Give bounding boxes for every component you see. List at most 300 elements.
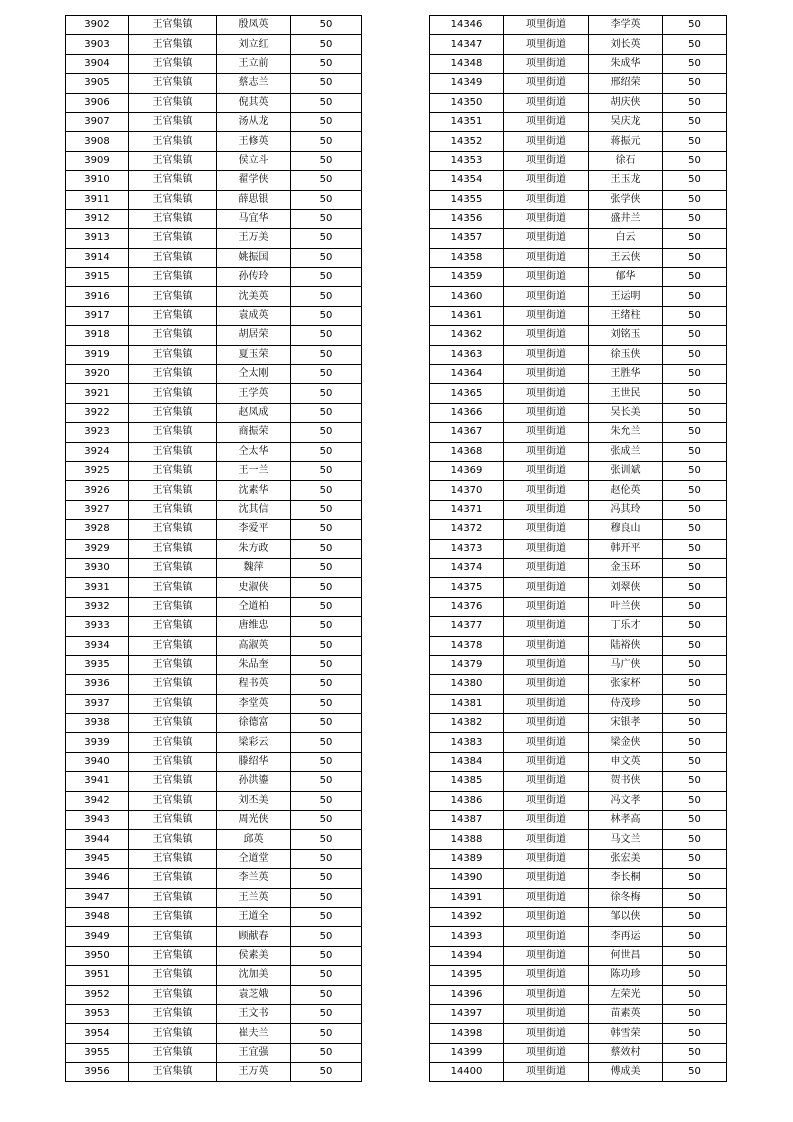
table-row <box>430 442 727 461</box>
table-row <box>430 229 727 248</box>
cell-serial-number: 3934 <box>66 636 129 655</box>
cell-amount: 50 <box>291 54 362 73</box>
cell-town: 王官集镇 <box>129 558 217 577</box>
cell-amount: 50 <box>663 636 727 655</box>
cell-amount: 50 <box>291 869 362 888</box>
cell-serial-number: 3926 <box>66 481 129 500</box>
cell-person-name: 顾献春 <box>217 927 291 946</box>
cell-town: 项里街道 <box>504 1024 589 1043</box>
table-row <box>430 985 727 1004</box>
cell-town: 项里街道 <box>504 151 589 170</box>
cell-amount: 50 <box>663 54 727 73</box>
cell-serial-number: 3927 <box>66 500 129 519</box>
cell-person-name: 傅成美 <box>589 1063 663 1082</box>
cell-serial-number: 14365 <box>430 384 504 403</box>
table-row <box>430 268 727 287</box>
cell-person-name: 蒋振元 <box>589 132 663 151</box>
cell-person-name: 刘铭玉 <box>589 326 663 345</box>
cell-person-name: 赵凤成 <box>217 403 291 422</box>
cell-town: 项里街道 <box>504 714 589 733</box>
table-row <box>430 675 727 694</box>
cell-amount: 50 <box>663 888 727 907</box>
cell-person-name: 叶兰侠 <box>589 597 663 616</box>
cell-person-name: 吴庆龙 <box>589 112 663 131</box>
table-row <box>66 849 362 868</box>
table-row <box>66 675 362 694</box>
cell-amount: 50 <box>663 74 727 93</box>
cell-person-name: 丁乐才 <box>589 617 663 636</box>
cell-person-name: 徐德富 <box>217 714 291 733</box>
cell-serial-number: 3942 <box>66 791 129 810</box>
cell-amount: 50 <box>663 287 727 306</box>
cell-person-name: 邢绍荣 <box>589 74 663 93</box>
table-row <box>66 539 362 558</box>
table-row <box>430 636 727 655</box>
cell-town: 王官集镇 <box>129 171 217 190</box>
cell-person-name: 贺书侠 <box>589 772 663 791</box>
cell-serial-number: 3956 <box>66 1063 129 1082</box>
cell-town: 王官集镇 <box>129 93 217 112</box>
cell-serial-number: 14356 <box>430 209 504 228</box>
cell-town: 王官集镇 <box>129 675 217 694</box>
cell-serial-number: 3952 <box>66 985 129 1004</box>
cell-town: 王官集镇 <box>129 694 217 713</box>
table-row <box>66 326 362 345</box>
cell-person-name: 王兰英 <box>217 888 291 907</box>
cell-amount: 50 <box>663 268 727 287</box>
cell-amount: 50 <box>663 694 727 713</box>
cell-amount: 50 <box>663 35 727 54</box>
cell-amount: 50 <box>291 1063 362 1082</box>
cell-town: 项里街道 <box>504 403 589 422</box>
cell-town: 项里街道 <box>504 966 589 985</box>
cell-person-name: 王道全 <box>217 907 291 926</box>
cell-town: 项里街道 <box>504 1043 589 1062</box>
cell-amount: 50 <box>291 35 362 54</box>
table-row <box>66 907 362 926</box>
cell-serial-number: 3955 <box>66 1043 129 1062</box>
cell-town: 项里街道 <box>504 636 589 655</box>
cell-serial-number: 3922 <box>66 403 129 422</box>
cell-amount: 50 <box>663 423 727 442</box>
cell-town: 王官集镇 <box>129 1043 217 1062</box>
table-row <box>430 714 727 733</box>
cell-town: 王官集镇 <box>129 520 217 539</box>
cell-person-name: 姚振国 <box>217 248 291 267</box>
cell-person-name: 王学英 <box>217 384 291 403</box>
cell-town: 项里街道 <box>504 229 589 248</box>
cell-town: 项里街道 <box>504 946 589 965</box>
cell-amount: 50 <box>291 1024 362 1043</box>
cell-amount: 50 <box>663 772 727 791</box>
cell-amount: 50 <box>663 190 727 209</box>
cell-town: 王官集镇 <box>129 74 217 93</box>
table-row <box>430 403 727 422</box>
table-row <box>430 558 727 577</box>
cell-serial-number: 3940 <box>66 752 129 771</box>
cell-person-name: 张训斌 <box>589 461 663 480</box>
cell-amount: 50 <box>663 597 727 616</box>
cell-serial-number: 14392 <box>430 907 504 926</box>
cell-serial-number: 14398 <box>430 1024 504 1043</box>
table-row <box>430 384 727 403</box>
cell-person-name: 周光侠 <box>217 811 291 830</box>
cell-amount: 50 <box>663 1004 727 1023</box>
cell-town: 项里街道 <box>504 500 589 519</box>
cell-person-name: 穆良山 <box>589 520 663 539</box>
table-row <box>430 209 727 228</box>
right-data-table <box>429 15 727 1082</box>
cell-town: 王官集镇 <box>129 811 217 830</box>
cell-town: 王官集镇 <box>129 442 217 461</box>
cell-serial-number: 3936 <box>66 675 129 694</box>
cell-town: 王官集镇 <box>129 481 217 500</box>
cell-person-name: 梁彩云 <box>217 733 291 752</box>
cell-person-name: 朱成华 <box>589 54 663 73</box>
cell-town: 项里街道 <box>504 461 589 480</box>
cell-serial-number: 14353 <box>430 151 504 170</box>
cell-amount: 50 <box>291 403 362 422</box>
cell-amount: 50 <box>291 74 362 93</box>
cell-person-name: 仝道堂 <box>217 849 291 868</box>
table-row <box>66 287 362 306</box>
cell-town: 王官集镇 <box>129 248 217 267</box>
cell-town: 项里街道 <box>504 345 589 364</box>
cell-town: 王官集镇 <box>129 927 217 946</box>
cell-amount: 50 <box>291 384 362 403</box>
cell-amount: 50 <box>291 927 362 946</box>
cell-serial-number: 14373 <box>430 539 504 558</box>
cell-town: 王官集镇 <box>129 888 217 907</box>
cell-person-name: 邹以侠 <box>589 907 663 926</box>
cell-amount: 50 <box>663 384 727 403</box>
cell-person-name: 吴长美 <box>589 403 663 422</box>
cell-person-name: 张宏美 <box>589 849 663 868</box>
cell-serial-number: 3913 <box>66 229 129 248</box>
cell-town: 项里街道 <box>504 558 589 577</box>
table-row <box>66 16 362 35</box>
table-row <box>66 1043 362 1062</box>
table-row <box>66 209 362 228</box>
cell-serial-number: 3950 <box>66 946 129 965</box>
cell-serial-number: 14368 <box>430 442 504 461</box>
cell-serial-number: 3947 <box>66 888 129 907</box>
cell-amount: 50 <box>663 927 727 946</box>
table-row <box>430 1004 727 1023</box>
cell-person-name: 侯素美 <box>217 946 291 965</box>
cell-town: 王官集镇 <box>129 578 217 597</box>
cell-person-name: 袁芝娥 <box>217 985 291 1004</box>
cell-person-name: 苗素英 <box>589 1004 663 1023</box>
cell-serial-number: 3954 <box>66 1024 129 1043</box>
cell-person-name: 李再运 <box>589 927 663 946</box>
cell-amount: 50 <box>663 1063 727 1082</box>
cell-amount: 50 <box>291 985 362 1004</box>
cell-amount: 50 <box>663 306 727 325</box>
cell-town: 项里街道 <box>504 752 589 771</box>
cell-amount: 50 <box>663 675 727 694</box>
cell-person-name: 王万英 <box>217 1063 291 1082</box>
table-row <box>430 1063 727 1082</box>
cell-amount: 50 <box>291 907 362 926</box>
cell-person-name: 冯文孝 <box>589 791 663 810</box>
cell-town: 王官集镇 <box>129 306 217 325</box>
cell-town: 王官集镇 <box>129 636 217 655</box>
cell-person-name: 宋银孝 <box>589 714 663 733</box>
table-row <box>66 752 362 771</box>
cell-town: 王官集镇 <box>129 16 217 35</box>
table-row <box>430 733 727 752</box>
cell-person-name: 王胜华 <box>589 365 663 384</box>
cell-serial-number: 14357 <box>430 229 504 248</box>
table-row <box>430 849 727 868</box>
cell-amount: 50 <box>663 1024 727 1043</box>
cell-amount: 50 <box>291 694 362 713</box>
table-row <box>430 946 727 965</box>
cell-serial-number: 14375 <box>430 578 504 597</box>
cell-amount: 50 <box>663 209 727 228</box>
cell-amount: 50 <box>291 675 362 694</box>
cell-serial-number: 14377 <box>430 617 504 636</box>
cell-serial-number: 14394 <box>430 946 504 965</box>
cell-person-name: 马宜华 <box>217 209 291 228</box>
cell-person-name: 孙传玲 <box>217 268 291 287</box>
table-row <box>430 927 727 946</box>
cell-person-name: 侯立斗 <box>217 151 291 170</box>
cell-town: 王官集镇 <box>129 791 217 810</box>
cell-town: 王官集镇 <box>129 326 217 345</box>
cell-amount: 50 <box>663 558 727 577</box>
cell-amount: 50 <box>291 268 362 287</box>
cell-person-name: 韩开平 <box>589 539 663 558</box>
cell-town: 项里街道 <box>504 481 589 500</box>
cell-amount: 50 <box>291 966 362 985</box>
cell-amount: 50 <box>663 442 727 461</box>
table-row <box>66 268 362 287</box>
left-data-table <box>65 15 362 1082</box>
cell-serial-number: 14362 <box>430 326 504 345</box>
table-row <box>66 636 362 655</box>
cell-amount: 50 <box>663 16 727 35</box>
table-row <box>66 306 362 325</box>
cell-person-name: 王绪柱 <box>589 306 663 325</box>
cell-amount: 50 <box>663 461 727 480</box>
cell-amount: 50 <box>291 811 362 830</box>
cell-amount: 50 <box>291 946 362 965</box>
cell-town: 王官集镇 <box>129 423 217 442</box>
cell-town: 项里街道 <box>504 655 589 674</box>
cell-amount: 50 <box>291 481 362 500</box>
cell-serial-number: 3902 <box>66 16 129 35</box>
cell-town: 王官集镇 <box>129 190 217 209</box>
cell-town: 王官集镇 <box>129 849 217 868</box>
cell-amount: 50 <box>663 985 727 1004</box>
cell-town: 王官集镇 <box>129 714 217 733</box>
cell-town: 项里街道 <box>504 326 589 345</box>
cell-serial-number: 14366 <box>430 403 504 422</box>
cell-serial-number: 14376 <box>430 597 504 616</box>
table-row <box>66 966 362 985</box>
cell-serial-number: 14388 <box>430 830 504 849</box>
cell-town: 项里街道 <box>504 74 589 93</box>
cell-person-name: 盛井兰 <box>589 209 663 228</box>
cell-town: 项里街道 <box>504 209 589 228</box>
table-row <box>66 384 362 403</box>
cell-amount: 50 <box>291 345 362 364</box>
cell-town: 王官集镇 <box>129 209 217 228</box>
cell-person-name: 赵伦英 <box>589 481 663 500</box>
cell-person-name: 商振荣 <box>217 423 291 442</box>
cell-town: 王官集镇 <box>129 132 217 151</box>
cell-serial-number: 14385 <box>430 772 504 791</box>
table-row <box>430 772 727 791</box>
cell-person-name: 王运明 <box>589 287 663 306</box>
table-row <box>430 54 727 73</box>
cell-serial-number: 14372 <box>430 520 504 539</box>
cell-person-name: 李学英 <box>589 16 663 35</box>
cell-amount: 50 <box>291 93 362 112</box>
cell-serial-number: 14370 <box>430 481 504 500</box>
cell-amount: 50 <box>663 539 727 558</box>
cell-town: 王官集镇 <box>129 985 217 1004</box>
cell-person-name: 刘立红 <box>217 35 291 54</box>
cell-serial-number: 3939 <box>66 733 129 752</box>
cell-town: 王官集镇 <box>129 597 217 616</box>
table-row <box>430 597 727 616</box>
cell-person-name: 申文英 <box>589 752 663 771</box>
cell-person-name: 崔夫兰 <box>217 1024 291 1043</box>
table-row <box>66 35 362 54</box>
cell-amount: 50 <box>663 500 727 519</box>
cell-person-name: 沈素华 <box>217 481 291 500</box>
cell-amount: 50 <box>663 811 727 830</box>
cell-person-name: 朱品奎 <box>217 655 291 674</box>
cell-person-name: 程书英 <box>217 675 291 694</box>
cell-amount: 50 <box>663 171 727 190</box>
cell-town: 项里街道 <box>504 132 589 151</box>
table-row <box>66 946 362 965</box>
cell-town: 项里街道 <box>504 171 589 190</box>
cell-serial-number: 3944 <box>66 830 129 849</box>
table-row <box>66 423 362 442</box>
cell-amount: 50 <box>663 93 727 112</box>
table-row <box>66 481 362 500</box>
cell-serial-number: 3931 <box>66 578 129 597</box>
cell-person-name: 王一兰 <box>217 461 291 480</box>
cell-serial-number: 14393 <box>430 927 504 946</box>
cell-amount: 50 <box>663 733 727 752</box>
table-row <box>66 578 362 597</box>
cell-town: 王官集镇 <box>129 907 217 926</box>
cell-town: 王官集镇 <box>129 268 217 287</box>
cell-serial-number: 3943 <box>66 811 129 830</box>
cell-serial-number: 3932 <box>66 597 129 616</box>
table-row <box>430 93 727 112</box>
table-row <box>66 190 362 209</box>
cell-person-name: 张学侠 <box>589 190 663 209</box>
cell-amount: 50 <box>291 306 362 325</box>
cell-serial-number: 14382 <box>430 714 504 733</box>
cell-amount: 50 <box>663 248 727 267</box>
table-row <box>430 655 727 674</box>
cell-person-name: 蔡志兰 <box>217 74 291 93</box>
cell-person-name: 陆裕侠 <box>589 636 663 655</box>
cell-town: 王官集镇 <box>129 287 217 306</box>
cell-town: 项里街道 <box>504 306 589 325</box>
cell-person-name: 史淑侠 <box>217 578 291 597</box>
cell-serial-number: 3914 <box>66 248 129 267</box>
cell-town: 王官集镇 <box>129 500 217 519</box>
cell-town: 王官集镇 <box>129 752 217 771</box>
cell-town: 王官集镇 <box>129 461 217 480</box>
table-row <box>66 54 362 73</box>
cell-town: 王官集镇 <box>129 1024 217 1043</box>
cell-serial-number: 14397 <box>430 1004 504 1023</box>
table-row <box>430 830 727 849</box>
cell-serial-number: 14371 <box>430 500 504 519</box>
table-row <box>430 578 727 597</box>
cell-person-name: 徐石 <box>589 151 663 170</box>
cell-person-name: 徐冬梅 <box>589 888 663 907</box>
table-row <box>66 365 362 384</box>
cell-amount: 50 <box>291 520 362 539</box>
cell-serial-number: 3916 <box>66 287 129 306</box>
cell-person-name: 胡居荣 <box>217 326 291 345</box>
cell-serial-number: 14355 <box>430 190 504 209</box>
cell-town: 项里街道 <box>504 849 589 868</box>
cell-person-name: 胡庆侠 <box>589 93 663 112</box>
table-row <box>66 1024 362 1043</box>
cell-amount: 50 <box>291 365 362 384</box>
cell-serial-number: 3935 <box>66 655 129 674</box>
cell-amount: 50 <box>291 287 362 306</box>
cell-serial-number: 3923 <box>66 423 129 442</box>
cell-amount: 50 <box>663 869 727 888</box>
cell-person-name: 沈美英 <box>217 287 291 306</box>
table-row <box>66 694 362 713</box>
cell-person-name: 王玉龙 <box>589 171 663 190</box>
cell-amount: 50 <box>663 132 727 151</box>
cell-person-name: 冯其玲 <box>589 500 663 519</box>
cell-person-name: 朱方政 <box>217 539 291 558</box>
cell-serial-number: 3918 <box>66 326 129 345</box>
cell-serial-number: 14347 <box>430 35 504 54</box>
cell-town: 项里街道 <box>504 985 589 1004</box>
cell-serial-number: 14363 <box>430 345 504 364</box>
cell-person-name: 朱允兰 <box>589 423 663 442</box>
table-row <box>430 74 727 93</box>
cell-amount: 50 <box>663 907 727 926</box>
cell-amount: 50 <box>291 636 362 655</box>
cell-amount: 50 <box>291 578 362 597</box>
cell-person-name: 王修英 <box>217 132 291 151</box>
table-row <box>66 345 362 364</box>
table-row <box>430 694 727 713</box>
cell-amount: 50 <box>291 112 362 131</box>
cell-serial-number: 3933 <box>66 617 129 636</box>
cell-person-name: 魏萍 <box>217 558 291 577</box>
cell-person-name: 郁华 <box>589 268 663 287</box>
cell-serial-number: 14369 <box>430 461 504 480</box>
cell-serial-number: 3908 <box>66 132 129 151</box>
cell-town: 王官集镇 <box>129 403 217 422</box>
cell-serial-number: 14391 <box>430 888 504 907</box>
table-row <box>430 345 727 364</box>
cell-amount: 50 <box>663 112 727 131</box>
cell-person-name: 左荣光 <box>589 985 663 1004</box>
cell-amount: 50 <box>291 752 362 771</box>
table-row <box>66 733 362 752</box>
